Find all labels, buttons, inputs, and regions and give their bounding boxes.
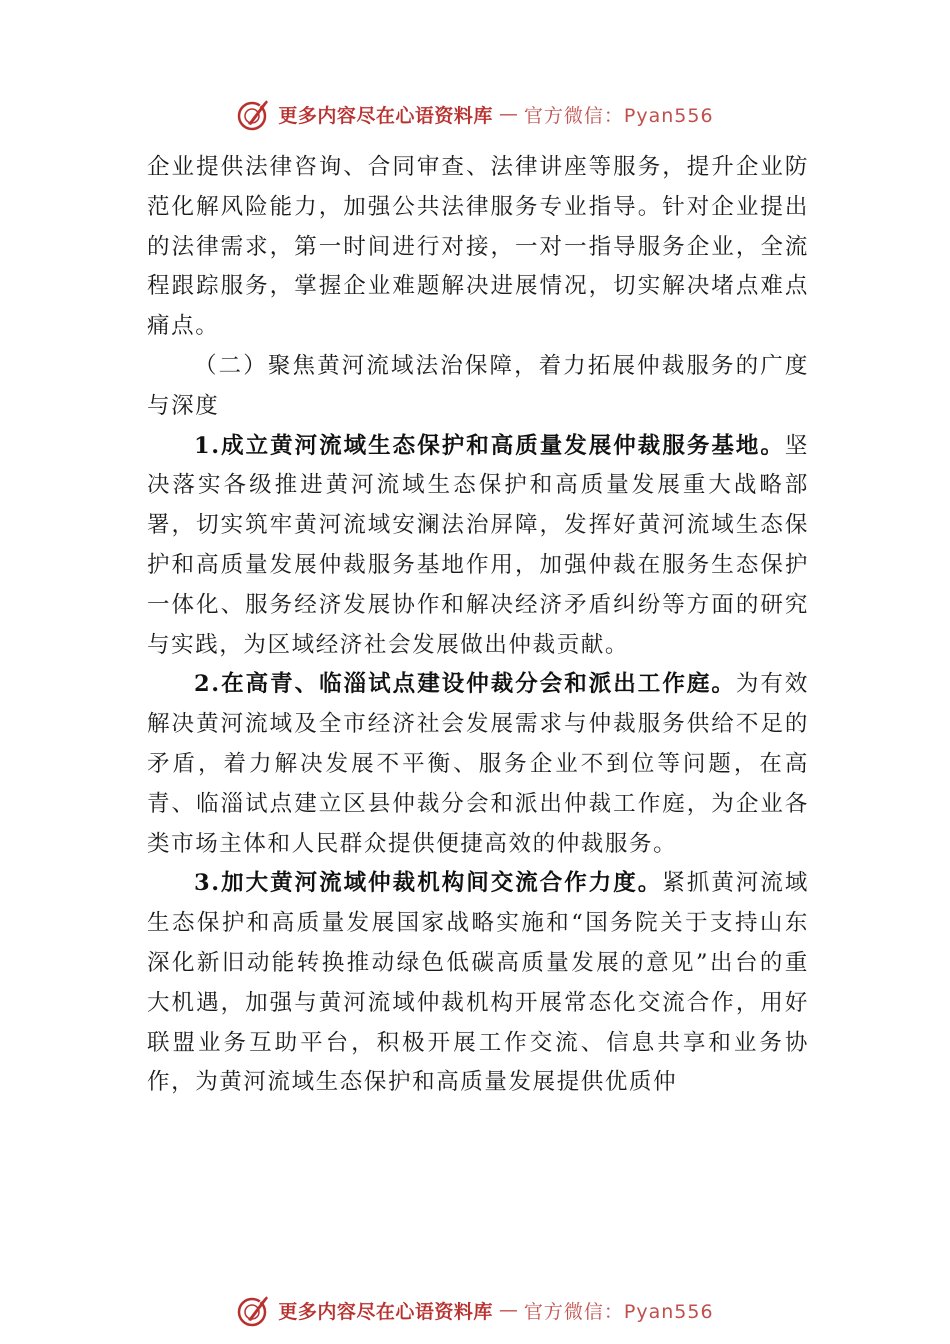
item-heading: 3.加大黄河流域仲裁机构间交流合作力度。 — [194, 870, 663, 897]
paragraph-item-2 — [147, 665, 809, 864]
document-body — [147, 148, 809, 1103]
watermark-separator: — — [498, 103, 518, 125]
paragraph-text: 坚决落实各级推进黄河流域生态保护和高质量发展重大战略部署，切实筑牢黄河流域安澜法治屏障，发挥好黄河流域生态保护和高质量发展仲裁服务基地作用，加强仲裁在服务生态保护一体化、服务经济发展协作和解决经济矛盾纠纷等方面的研究与实践，为区域经济社会发展做出仲裁贡献。 — [147, 432, 809, 658]
paragraph-text: 紧抓黄河流域生态保护和高质量发展国家战略实施和“国务院关于支持山东深化新旧动能转换推动绿色低碳高质量发展的意见”出台的重大机遇，加强与黄河流域仲裁机构开展常态化交流合作，用好联盟业务互助平台，积极开展工作交流、信息共享和业务协作，为黄河流域生态保护和高质量发展提供优质仲 — [147, 870, 809, 1096]
item-heading: 1.成立黄河流域生态保护和高质量发展仲裁服务基地。 — [194, 432, 785, 459]
watermark-separator: — — [498, 1299, 518, 1321]
paragraph-item-1 — [147, 427, 809, 666]
watermark-main-text: 更多内容尽在心语资料库 — [278, 1300, 493, 1323]
section-heading — [147, 347, 809, 427]
section-heading-text: （二）聚焦黄河流域法治保障，着力拓展仲裁服务的广度与深度 — [147, 352, 809, 419]
item-heading: 2.在高青、临淄试点建设仲裁分会和派出工作庭。 — [194, 671, 736, 698]
watermark-header — [0, 94, 950, 134]
quill-logo-icon — [236, 1292, 272, 1328]
watermark-footer — [0, 1290, 950, 1330]
quill-logo-icon — [236, 96, 272, 132]
paragraph-text: 为有效解决黄河流域及全市经济社会发展需求与仲裁服务供给不足的矛盾，着力解决发展不平衡、服务企业不到位等问题，在高青、临淄试点建立区县仲裁分会和派出仲裁工作庭，为企业各类市场主体和人民群众提供便捷高效的仲裁服务。 — [147, 671, 809, 857]
watermark-sub-text: 官方微信：Pyan556 — [523, 104, 714, 127]
paragraph-text: 企业提供法律咨询、合同审查、法律讲座等服务，提升企业防范化解风险能力，加强公共法律服务专业指导。针对企业提出的法律需求，第一时间进行对接，一对一指导服务企业，全流程跟踪服务，掌握企业难题解决进展情况，切实解决堵点难点痛点。 — [147, 154, 809, 340]
watermark-main-text: 更多内容尽在心语资料库 — [278, 104, 493, 127]
paragraph-continuation — [147, 148, 809, 347]
watermark-sub-text: 官方微信：Pyan556 — [523, 1300, 714, 1323]
paragraph-item-3 — [147, 864, 809, 1103]
